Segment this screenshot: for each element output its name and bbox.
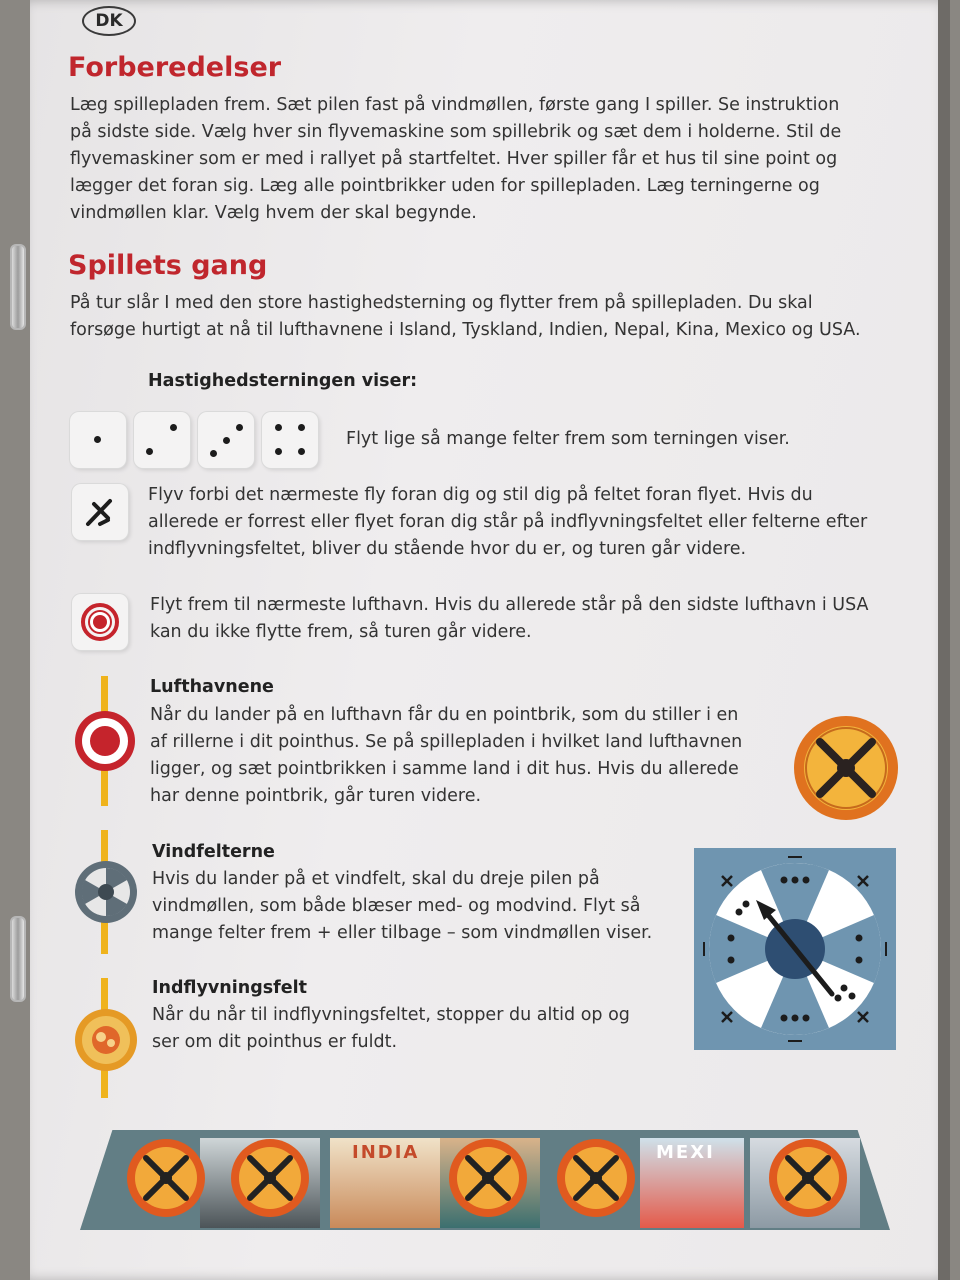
- wind-title: Vindfelterne: [152, 842, 275, 862]
- gameplay-text: På tur slår I med den store hastighedsterning og flytter frem på spillepladen. Du skal forsøge hurtigt at nå til lufthavnene i Island, Tyskland, Indien, Nepal, Kina, Mexico og USA.: [70, 293, 861, 340]
- airport-target-icon: [72, 708, 138, 774]
- die-face-one-icon: [70, 412, 126, 468]
- die-face-two-icon: [134, 412, 190, 468]
- plane-text: Flyv forbi det nærmeste fly foran dig og stil dig på feltet foran flyet. Hvis du allerede er forrest eller flyet foran dig står på indflyvningsfeltet eller felterne efter indflyvningsfeltet, bliver du stående hvor du er, og turen går videre.: [148, 485, 868, 559]
- airports-title: Lufthavnene: [150, 677, 274, 697]
- approach-field-icon: [74, 1008, 138, 1072]
- point-token-propeller-icon: [792, 714, 900, 822]
- heading-gameplay: Spillets gang: [68, 250, 268, 281]
- staple-bottom: [10, 916, 26, 1002]
- heading-preparation: Forberedelser: [68, 52, 282, 83]
- preparation-text: Læg spillepladen frem. Sæt pilen fast på vindmøllen, første gang I spiller. Se instruktion på sidste side. Vælg hver sin flyvemaskine som spillebrik og sæt dem i holderne. Stil de flyvemaskiner som er med i rallyet på startfeltet. Hver spiller får et hus til sine point og lægger det foran sig. Læg alle pointbrikker uden for spillepladen. Læg terningerne og vindmøllen klar. Vælg hvem der skal begynde.: [70, 95, 842, 223]
- page-edge-shadow: [938, 0, 950, 1280]
- board-token-propeller-icon: [768, 1138, 848, 1218]
- board-poster-mexico: [640, 1138, 744, 1228]
- target-text: Flyt frem til nærmeste lufthavn. Hvis du allerede står på den sidste lufthavn i USA kan du ikke flytte frem, så turen går videre.: [150, 595, 869, 642]
- wind-text: Hvis du lander på et vindfelt, skal du dreje pilen på vindmøllen, som både blæser med- og modvind. Flyt så mange felter frem + eller tilbage – som vindmøllen viser.: [152, 869, 653, 943]
- approach-title: Indflyvningsfelt: [152, 978, 307, 998]
- board-label-mexico: MEXI: [656, 1142, 715, 1163]
- windmill-spinner-image: [694, 848, 896, 1050]
- board-token-propeller-icon: [230, 1138, 310, 1218]
- board-token-propeller-icon: [448, 1138, 528, 1218]
- staple-top: [10, 244, 26, 330]
- board-label-india: INDIA: [352, 1142, 420, 1163]
- language-badge: DK: [82, 6, 136, 36]
- die-face-three-icon: [198, 412, 254, 468]
- die-face-four-icon: [262, 412, 318, 468]
- die-heading: Hastighedsterningen viser:: [148, 371, 418, 391]
- board-token-propeller-icon: [126, 1138, 206, 1218]
- wind-field-icon: [74, 860, 138, 924]
- dice-text: Flyt lige så mange felter frem som terningen viser.: [346, 429, 790, 449]
- airports-text: Når du lander på en lufthavn får du en pointbrik, som du stiller i en af rillerne i dit pointhus. Se på spillepladen i hvilket land lufthavnen ligger, og sæt pointbrikken i samme land i dit hus. Hvis du allerede har denne pointbrik, går turen videre.: [150, 705, 743, 806]
- die-face-plane-icon: [72, 484, 128, 540]
- approach-text: Når du når til indflyvningsfeltet, stopper du altid op og ser om dit pointhus er fuldt.: [152, 1005, 630, 1052]
- board-token-propeller-icon: [556, 1138, 636, 1218]
- board-poster-india: [330, 1138, 442, 1228]
- die-face-target-icon: [72, 594, 128, 650]
